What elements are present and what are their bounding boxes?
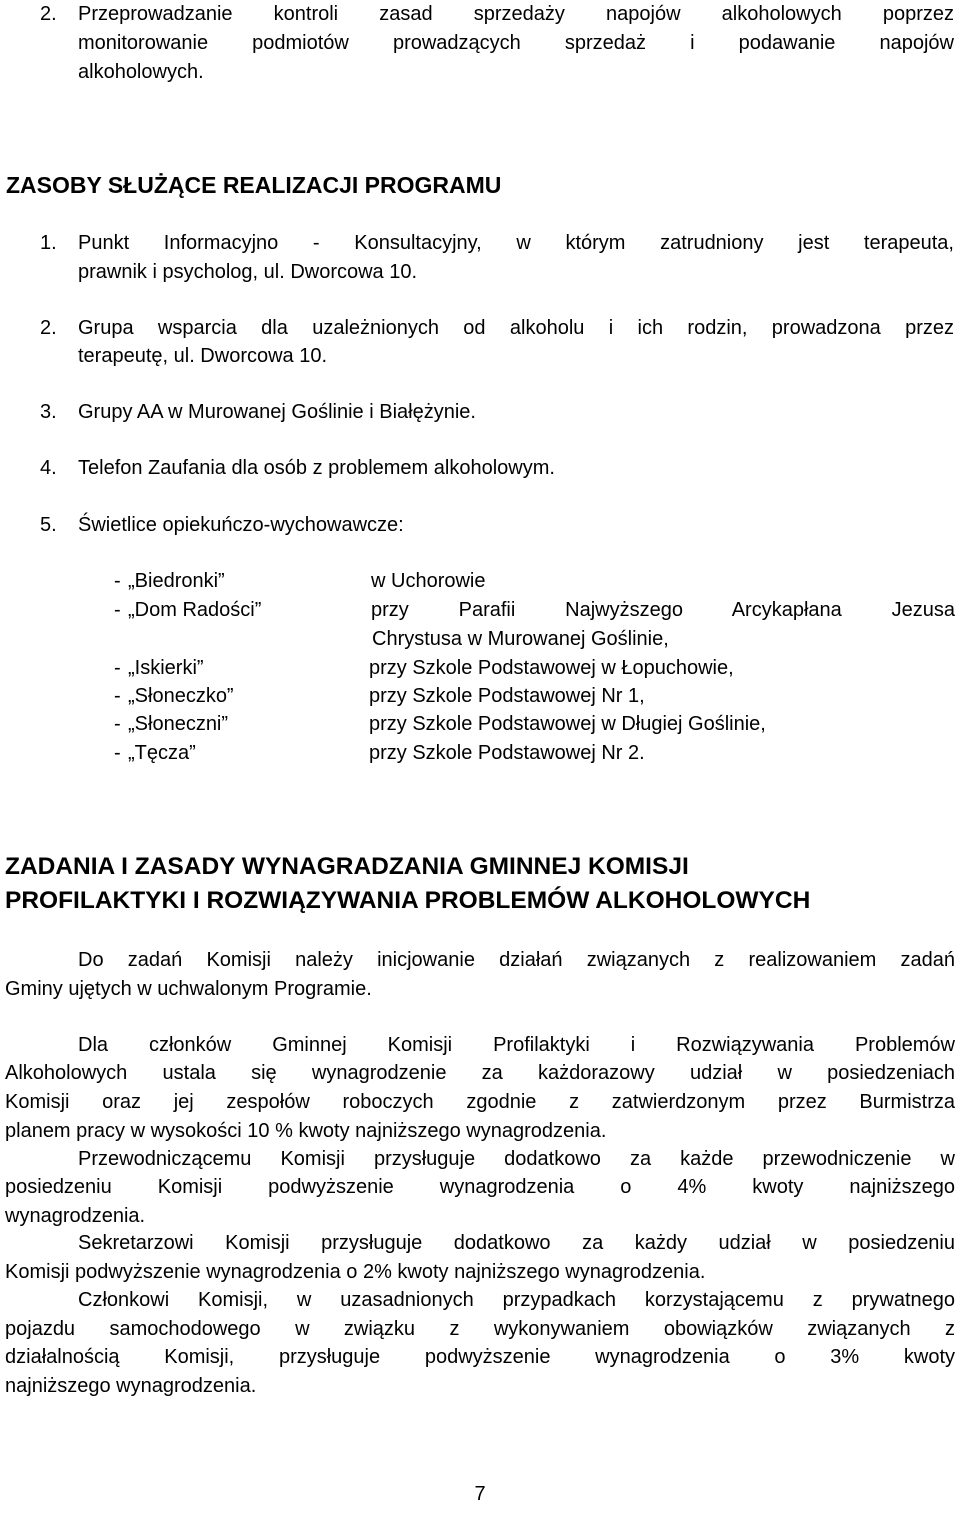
- intro-line: Przeprowadzanie kontroli zasad sprzedaży napojów alkoholowych poprzez: [78, 3, 954, 25]
- center-name: „Słoneczni”: [128, 713, 229, 735]
- center-row: [0, 596, 960, 624]
- paragraph-line: działalnością Komisji, przysługuje podwyższenie wynagrodzenia o 3% kwoty: [5, 1346, 955, 1368]
- intro-line: monitorowanie podmiotów prowadzących sprzedaż i podawanie napojów: [78, 32, 954, 54]
- center-location: Chrystusa w Murowanej Goślinie,: [372, 628, 669, 650]
- center-dash: -: [114, 657, 121, 679]
- paragraph-line: pojazdu samochodowego w związku z wykonywaniem obowiązków związanych z: [5, 1318, 955, 1340]
- center-dash: -: [114, 570, 121, 592]
- center-row: [0, 654, 960, 682]
- resource-number: 4.: [40, 457, 57, 479]
- center-dash: -: [114, 599, 121, 621]
- center-location: przy Szkole Podstawowej w Długiej Goślinie,: [369, 713, 766, 735]
- resource-line: Telefon Zaufania dla osób z problemem alkoholowym.: [78, 457, 555, 479]
- center-name: „Biedronki”: [128, 570, 225, 592]
- paragraph-line: Do zadań Komisji należy inicjowanie działań związanych z realizowaniem zadań: [78, 949, 955, 971]
- center-location: przy Parafii Najwyższego Arcykapłana Jezusa: [371, 599, 955, 621]
- paragraph-line: Alkoholowych ustala się wynagrodzenie za każdorazowy udział w posiedzeniach: [5, 1062, 955, 1084]
- center-name: „Iskierki”: [128, 657, 204, 679]
- center-name: „Słoneczko”: [128, 685, 234, 707]
- resource-number: 3.: [40, 401, 57, 423]
- center-location: w Uchorowie: [371, 570, 486, 592]
- center-row: [0, 710, 960, 738]
- center-dash: -: [114, 742, 121, 764]
- center-name: „Dom Radości”: [128, 599, 262, 621]
- paragraph-line: najniższego wynagrodzenia.: [5, 1375, 257, 1397]
- paragraph-line: Gminy ujętych w uchwalonym Programie.: [5, 978, 372, 1000]
- paragraph-line: Przewodniczącemu Komisji przysługuje dodatkowo za każde przewodniczenie w: [78, 1148, 955, 1170]
- center-name: „Tęcza”: [128, 742, 196, 764]
- resource-line: Punkt Informacyjno - Konsultacyjny, w którym zatrudniony jest terapeuta,: [78, 232, 954, 254]
- resource-number: 2.: [40, 317, 57, 339]
- paragraph-line: planem pracy w wysokości 10 % kwoty najniższego wynagrodzenia.: [5, 1120, 607, 1142]
- intro-line: alkoholowych.: [78, 61, 204, 83]
- paragraph-line: wynagrodzenia.: [5, 1205, 146, 1227]
- resource-line: prawnik i psycholog, ul. Dworcowa 10.: [78, 261, 418, 283]
- center-row: [0, 739, 960, 767]
- center-row: [0, 567, 960, 595]
- tasks-heading: ZADANIA I ZASADY WYNAGRADZANIA GMINNEJ KOMISJI: [5, 853, 689, 880]
- resources-heading: ZASOBY SŁUŻĄCE REALIZACJI PROGRAMU: [6, 172, 502, 198]
- resource-line: terapeutę, ul. Dworcowa 10.: [78, 345, 328, 367]
- resource-line: Świetlice opiekuńczo-wychowawcze:: [78, 514, 404, 536]
- resource-number: 5.: [40, 514, 57, 536]
- page-number: 7: [474, 1483, 486, 1505]
- center-location: przy Szkole Podstawowej Nr 1,: [369, 685, 645, 707]
- paragraph-line: Komisji oraz jej zespołów roboczych zgodnie z zatwierdzonym przez Burmistrza: [5, 1091, 955, 1113]
- paragraph-line: Sekretarzowi Komisji przysługuje dodatkowo za każdy udział w posiedzeniu: [78, 1232, 955, 1254]
- center-row: [0, 682, 960, 710]
- center-location: przy Szkole Podstawowej Nr 2.: [369, 742, 645, 764]
- tasks-heading: PROFILAKTYKI I ROZWIĄZYWANIA PROBLEMÓW ALKOHOLOWYCH: [5, 887, 811, 914]
- paragraph-line: posiedzeniu Komisji podwyższenie wynagrodzenia o 4% kwoty najniższego: [5, 1176, 955, 1198]
- center-location: przy Szkole Podstawowej w Łopuchowie,: [369, 657, 734, 679]
- center-dash: -: [114, 713, 121, 735]
- center-dash: -: [114, 685, 121, 707]
- resource-line: Grupy AA w Murowanej Goślinie i Białężynie.: [78, 401, 476, 423]
- paragraph-line: Dla członków Gminnej Komisji Profilaktyki i Rozwiązywania Problemów: [78, 1034, 955, 1056]
- resource-number: 1.: [40, 232, 57, 254]
- resource-line: Grupa wsparcia dla uzależnionych od alkoholu i ich rodzin, prowadzona przez: [78, 317, 954, 339]
- intro-number: 2.: [40, 3, 57, 25]
- paragraph-line: Komisji podwyższenie wynagrodzenia o 2% kwoty najniższego wynagrodzenia.: [5, 1261, 706, 1283]
- paragraph-line: Członkowi Komisji, w uzasadnionych przypadkach korzystającemu z prywatnego: [78, 1289, 955, 1311]
